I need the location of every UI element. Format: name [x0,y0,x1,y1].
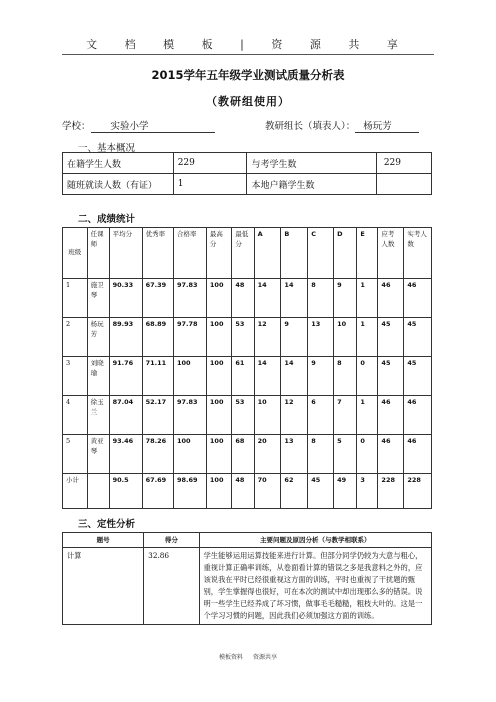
scores-cell: 9 [281,318,308,357]
scores-cell: 100 [206,279,231,318]
qualitative-cell: 32.86 [144,548,199,625]
scores-cell: 小计 [63,474,88,509]
scores-cell: 53 [232,396,254,435]
school-value: 实验小学 [91,118,215,133]
scores-cell: 93.46 [109,435,142,474]
scores-cell: 13 [281,435,308,474]
scores-cell: 100 [206,318,231,357]
table-row [63,318,432,357]
scores-header-cell: D [334,228,357,279]
scores-cell: 45 [404,318,432,357]
header-divider [62,54,434,55]
basic-info-table [62,152,432,195]
qualitative-header-cell: 主要问题及原因分析（与教学相联系） [199,533,431,548]
scores-cell: 刘晓瑜 [87,357,109,396]
scores-cell: 7 [334,396,357,435]
basic-cell [376,174,431,195]
table-row [63,279,432,318]
scores-cell: 68.89 [142,318,173,357]
school-label: 学校： [62,121,91,132]
scores-cell: 46 [378,396,404,435]
scores-cell: 46 [378,279,404,318]
qualitative-table [62,532,432,625]
basic-row [63,153,432,174]
scores-header-cell: 实考人数 [404,228,432,279]
scores-cell: 0 [357,435,378,474]
scores-cell: 87.04 [109,396,142,435]
scores-cell: 8 [334,357,357,396]
scores-cell: 46 [404,279,432,318]
scores-cell: 6 [308,396,334,435]
scores-cell: 2 [63,318,88,357]
scores-header-cell: B [281,228,308,279]
table-row [63,357,432,396]
leader-value: 杨玩芳 [355,118,419,133]
scores-cell: 1 [357,318,378,357]
scores-cell: 100 [173,357,206,396]
scores-cell: 97.83 [173,279,206,318]
scores-header-cell: 任课师 [87,228,109,279]
scores-cell: 61 [232,357,254,396]
scores-cell: 90.33 [109,279,142,318]
section-qualitative-title: 三、定性分析 [78,519,136,530]
scores-cell: 49 [334,474,357,509]
scores-header-cell: 班级 [63,228,88,279]
footer-text: 模板资料 资源共享 [219,654,277,661]
scores-cell: 12 [254,318,281,357]
scores-cell: 13 [308,318,334,357]
scores-cell: 78.26 [142,435,173,474]
scores-cell: 228 [378,474,404,509]
scores-cell: 14 [254,357,281,396]
basic-cell: 与考学生数 [247,153,376,174]
scores-header-cell: C [308,228,334,279]
qualitative-cell: 计算 [63,548,144,625]
scores-cell: 1 [357,396,378,435]
scores-cell: 90.5 [109,474,142,509]
scores-cell: 71.11 [142,357,173,396]
scores-cell: 100 [173,435,206,474]
scores-cell: 5 [63,435,88,474]
scores-cell: 97.78 [173,318,206,357]
basic-cell: 1 [173,174,247,195]
scores-cell: 8 [308,435,334,474]
scores-header-cell: A [254,228,281,279]
school-field [62,118,215,133]
scores-cell: 52.17 [142,396,173,435]
scores-cell: 68 [232,435,254,474]
scores-cell: 100 [206,357,231,396]
basic-row [63,174,432,195]
scores-cell: 徐玉兰 [87,396,109,435]
scores-cell: 20 [254,435,281,474]
table-row [63,474,432,509]
scores-cell: 3 [357,474,378,509]
scores-cell: 8 [308,279,334,318]
scores-cell: 67.39 [142,279,173,318]
scores-cell: 46 [378,435,404,474]
scores-cell: 45 [308,474,334,509]
scores-cell: 3 [63,357,88,396]
table-row [63,396,432,435]
scores-cell: 4 [63,396,88,435]
scores-cell: 45 [378,318,404,357]
scores-cell: 14 [281,279,308,318]
scores-header-row [63,228,432,279]
scores-cell: 9 [308,357,334,396]
scores-cell: 100 [206,474,231,509]
scores-cell: 1 [63,279,88,318]
scores-header-cell: 最高分 [206,228,231,279]
scores-cell: 46 [404,396,432,435]
scores-cell: 89.93 [109,318,142,357]
scores-cell: 10 [334,318,357,357]
scores-cell: 100 [206,396,231,435]
qualitative-header-cell: 得分 [144,533,199,548]
qualitative-header-cell: 题号 [63,533,144,548]
table-row [63,435,432,474]
scores-cell: 70 [254,474,281,509]
qualitative-header-row [63,533,432,548]
scores-cell: 53 [232,318,254,357]
basic-cell: 在籍学生人数 [63,153,174,174]
basic-cell: 随班就读人数（有证） [63,174,174,195]
scores-cell [87,474,109,509]
section-basic-title: 一、基本概况 [78,143,136,154]
basic-cell: 229 [376,153,431,174]
scores-cell: 黄亚琴 [87,435,109,474]
scores-header-cell: 最低分 [232,228,254,279]
scores-cell: 14 [281,357,308,396]
leader-label: 教研组长（填表人）： [265,121,356,132]
scores-cell: 10 [254,396,281,435]
scores-cell: 施卫琴 [87,279,109,318]
scores-cell: 98.69 [173,474,206,509]
scores-cell: 100 [206,435,231,474]
scores-table [62,227,432,509]
scores-header-cell: 合格率 [173,228,206,279]
scores-header-cell: E [357,228,378,279]
scores-cell: 228 [404,474,432,509]
scores-cell: 0 [357,357,378,396]
scores-cell: 12 [281,396,308,435]
scores-cell: 48 [232,474,254,509]
scores-header-cell: 优秀率 [142,228,173,279]
scores-cell: 62 [281,474,308,509]
scores-cell: 45 [404,357,432,396]
scores-cell: 46 [404,435,432,474]
basic-cell: 本地户籍学生数 [247,174,376,195]
table-row [63,548,432,625]
qualitative-cell: 学生能够运用运算技能来进行计算。但部分同学仍较为大意与粗心，重视计算正确率训练，从卷面看计算的错误之多是我意料之外的，应该说我在平时已经很重视这方面的训练，平时也重视了干扰题的甄别，学生掌握得也很好，可在本次的测试中却出现那么多的错误。说明一些学生已经养成了坏习惯，做事毛毛糙糙，粗枝大叶的。这是一个学习习惯的问题，因此我们必须加强这方面的训练。 [199,548,431,625]
page-subtitle: （教研组使用） [206,95,290,108]
scores-cell: 9 [334,279,357,318]
scores-cell: 杨玩芳 [87,318,109,357]
scores-cell: 91.76 [109,357,142,396]
page-title: 2015学年五年级学业测试质量分析表 [151,68,345,82]
scores-cell: 5 [334,435,357,474]
scores-header-cell: 平均分 [109,228,142,279]
scores-cell: 14 [254,279,281,318]
basic-cell: 229 [173,153,247,174]
scores-cell: 67.69 [142,474,173,509]
scores-cell: 45 [378,357,404,396]
scores-cell: 48 [232,279,254,318]
section-scores-title: 二、成绩统计 [78,214,136,225]
scores-cell: 97.83 [173,396,206,435]
header-banner: 文 档 模 板 | 资 源 共 享 [86,38,410,51]
scores-cell: 1 [357,279,378,318]
scores-header-cell: 应考人数 [378,228,404,279]
leader-field [265,118,419,133]
